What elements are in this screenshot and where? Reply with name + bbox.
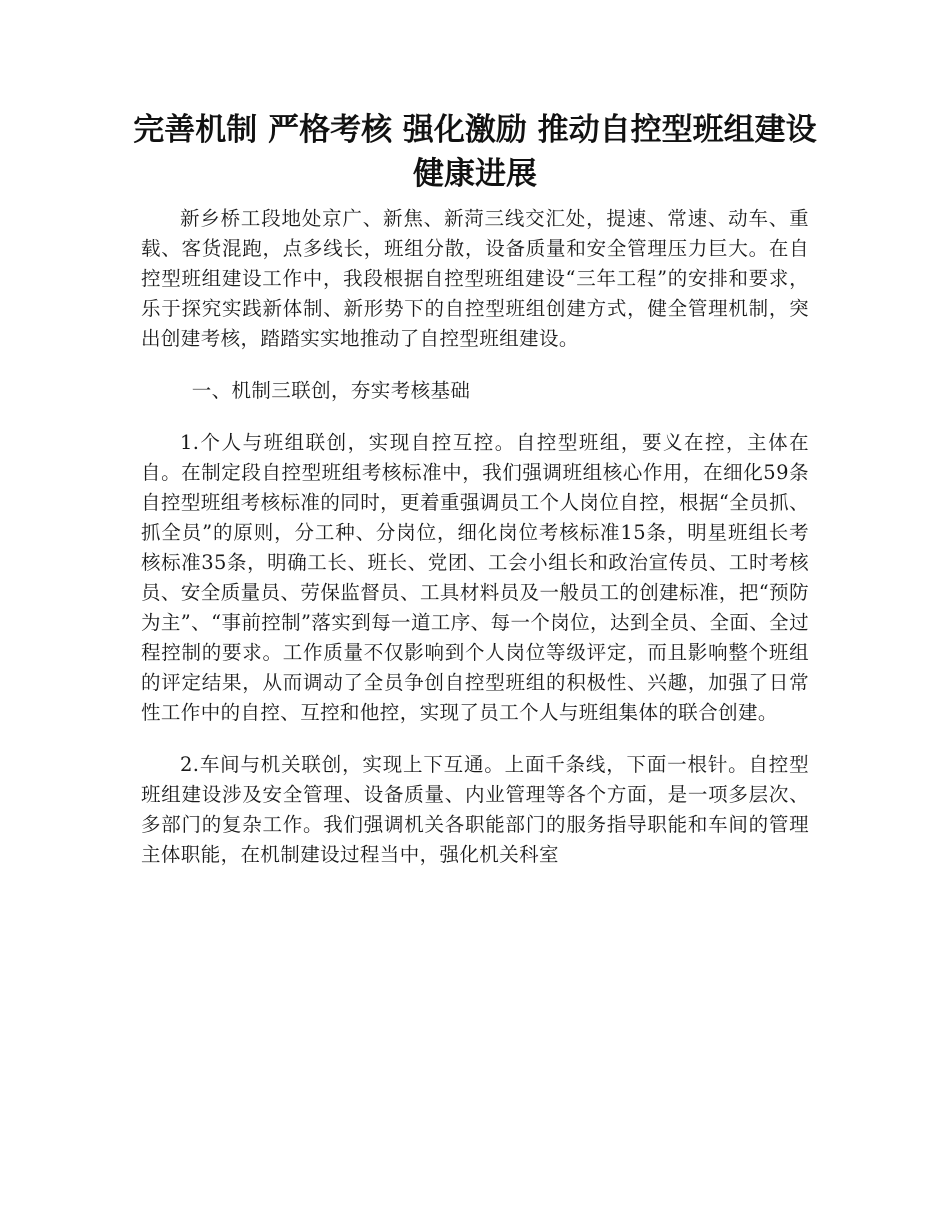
document-body (141, 204, 809, 892)
document-title: 完善机制 严格考核 强化激励 推动自控型班组建设健康进展 (133, 112, 817, 192)
section-heading: 一、机制三联创，夯实考核基础 (191, 379, 471, 402)
intro-paragraph: 新乡桥工段地处京广、新焦、新菏三线交汇处，提速、常速、动车、重载、客货混跑，点多线长，班组分散，设备质量和安全管理压力巨大。在自控型班组建设工作中，我段根据自控型班组建设“三年工程”的安排和要求，乐于探究实践新体制、新形势下的自控型班组创建方式，健全管理机制，突出创建考核，踏踏实实地推动了自控型班组建设。 (141, 207, 809, 350)
item-2-paragraph: 2.车间与机关联创，实现上下互通。上面千条线，下面一根针。自控型班组建设涉及安全管理、设备质量、内业管理等各个方面，是一项多层次、多部门的复杂工作。我们强调机关各职能部门的服务指导职能和车间的管理主体职能，在机制建设过程当中，强化机关科室 (141, 753, 809, 866)
item-1-paragraph: 1.个人与班组联创，实现自控互控。自控型班组，要义在控，主体在自。在制定段自控型班组考核标准中，我们强调班组核心作用，在细化59条自控型班组考核标准的同时，更着重强调员工个人岗位自控，根据“全员抓、抓全员”的原则，分工种、分岗位，细化岗位考核标准15条，明星班组长考核标准35条，明确工长、班长、党团、工会小组长和政治宣传员、工时考核员、安全质量员、劳保监督员、工具材料员及一般员工的创建标准，把“预防为主”、“事前控制”落实到每一道工序、每一个岗位，达到全员、全面、全过程控制的要求。工作质量不仅影响到个人岗位等级评定，而且影响整个班组的评定结果，从而调动了全员争创自控型班组的积极性、兴趣，加强了日常性工作中的自控、互控和他控，实现了员工个人与班组集体的联合创建。 (141, 431, 809, 724)
